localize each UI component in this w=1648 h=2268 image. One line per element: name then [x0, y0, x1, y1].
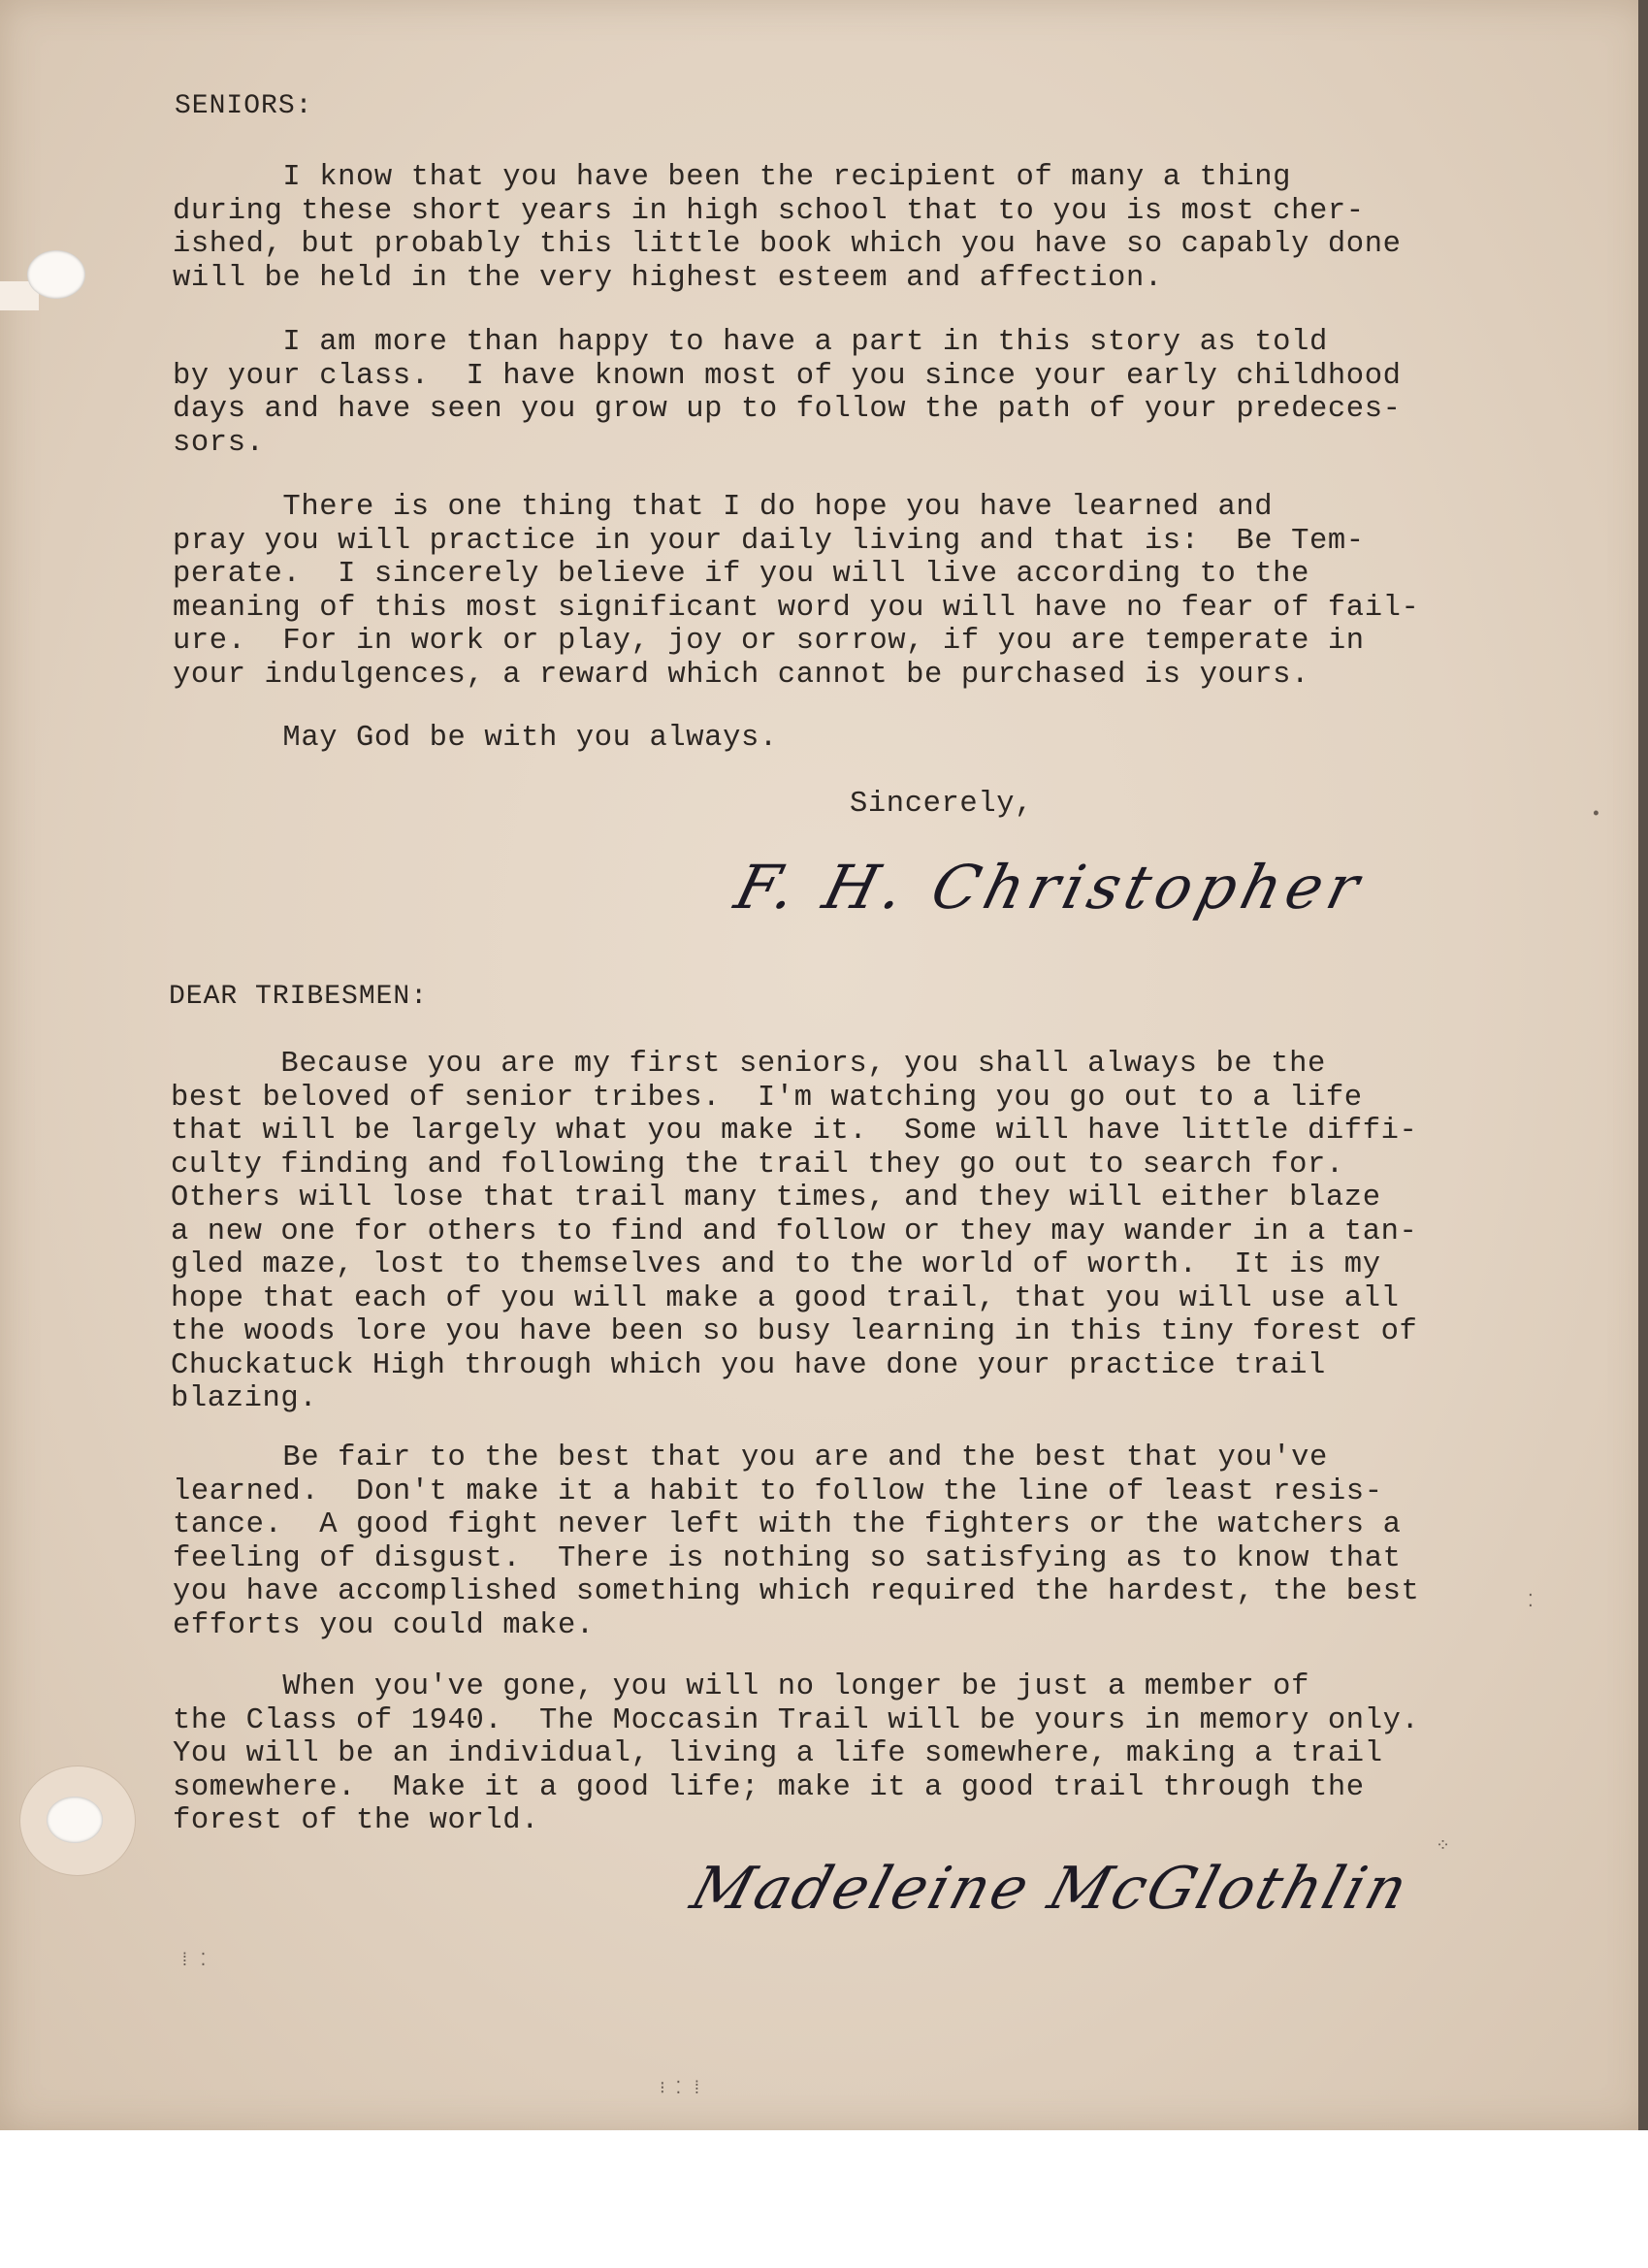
salutation-tribesmen: DEAR TRIBESMEN:: [169, 982, 429, 1012]
paper-speck: ⁝ ⁚ ⁞: [660, 2080, 702, 2099]
page-edge-shadow: [1638, 0, 1648, 2130]
salutation-seniors: SENIORS:: [175, 91, 313, 121]
paper-speck: ⁚: [1528, 1593, 1534, 1612]
letter1-paragraph-4: May God be with you always.: [173, 722, 778, 755]
letter1-paragraph-1: I know that you have been the recipient of many a thing during these short years in high school that to you is most cher- ished, but probably this little book which you have so capably done will be held in the very highest esteem and affection.: [173, 161, 1402, 295]
punch-hole-bottom: [47, 1797, 103, 1843]
paper-speck: •: [1591, 805, 1601, 825]
signature-mcglothlin: Madeleine McGlothlin: [683, 1855, 1418, 1923]
letter2-paragraph-1: Because you are my first seniors, you shall always be the best beloved of senior tribes. I'm watching you go out to a life that will be largely what you make it. Some will have little diffi- culty finding and following the trail they go out to search for. Others will lose that trail many times, and they will either blaze a new one for others to find and follow or they may wander in a tan- gled maze, lost to themselves and to the world of worth. It is my hope that each of you will make a good trail, that you will use all the woods lore you have been so busy learning in this tiny forest of Chuckatuck High through which you have done your practice trail blazing.: [171, 1048, 1418, 1415]
letter2-paragraph-2: Be fair to the best that you are and the best that you've learned. Don't make it a habit to follow the line of least resis- tance. A good fight never left with the fighters or the watchers a feeling of disgust. There is nothing so satisfying as to know that you have accomplished something which required the hardest, the best efforts you could make.: [173, 1442, 1420, 1642]
signature-christopher: F. H. Christopher: [727, 852, 1373, 923]
paper-speck: ⁞ ⁚: [179, 1952, 207, 1971]
letter1-paragraph-2: I am more than happy to have a part in this story as told by your class. I have known most of you since your early childhood days and have seen you grow up to follow the path of your predeces- sors.: [173, 326, 1402, 460]
paper-speck: ⁘: [1436, 1837, 1451, 1857]
letter1-paragraph-3: There is one thing that I do hope you have learned and pray you will practice in your daily living and that is: Be Tem- perate. I sincerely believe if you will live according to the meaning of this most significant word you will have no fear of fail- ure. For in work or play, joy or sorrow, if you are temperate in your indulgences, a reward which cannot be purchased is yours.: [173, 491, 1420, 692]
letter2-paragraph-3: When you've gone, you will no longer be just a member of the Class of 1940. The Moccasin Trail will be yours in memory only. You will be an individual, living a life somewhere, making a trail somewhere. Make it a good life; make it a good trail through the forest of the world.: [173, 1670, 1420, 1837]
closing-sincerely: Sincerely,: [850, 788, 1034, 821]
punch-hole-top: [27, 250, 85, 299]
